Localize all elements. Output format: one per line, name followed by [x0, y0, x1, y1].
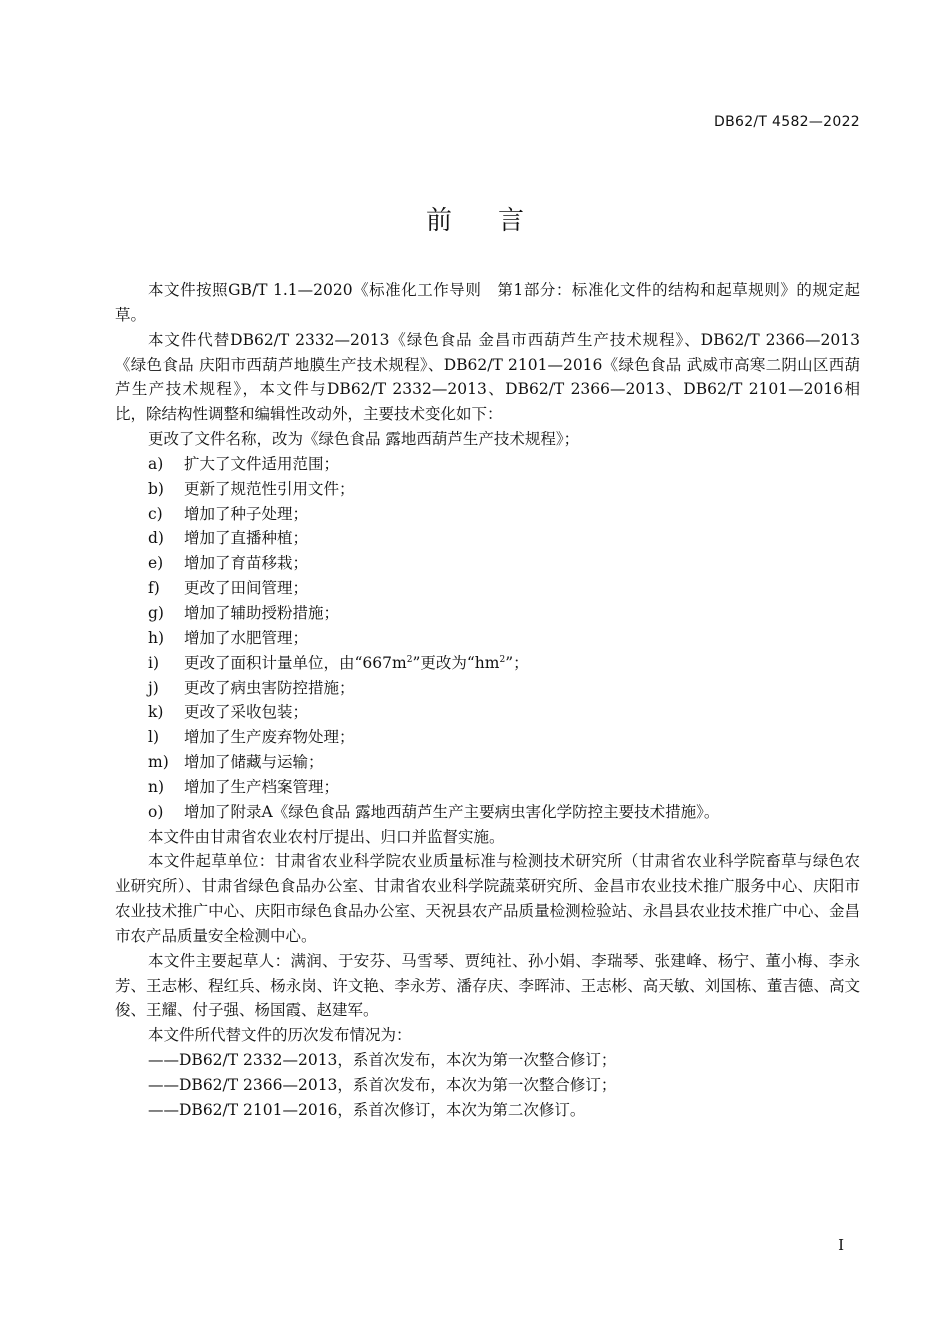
paragraph-history-intro: 本文件所代替文件的历次发布情况为： [148, 1026, 412, 1045]
paragraph-name-change: 更改了文件名称，改为《绿色食品 露地西葫芦生产技术规程》； [148, 430, 580, 449]
paragraph-drafters: 本文件主要起草人：满润、于安芬、马雪琴、贾纯社、孙小娟、李瑞琴、张建峰、杨宁、董小梅、李永芳、王志彬、程红兵、杨永岗、许文艳、李永芳、潘存庆、李晖沛、王志彬、高天敏、刘国栋、董吉德、高文俊、王耀、付子强、杨国霞、赵建军。 [115, 951, 860, 1020]
list-item: d) 增加了直播种植； [148, 529, 309, 548]
paragraph-drafting-units: 本文件起草单位：甘肃省农业科学院农业质量标准与检测技术研究所（甘肃省农业科学院畜草与绿色农业研究所）、甘肃省绿色食品办公室、甘肃省农业科学院蔬菜研究所、金昌市农业技术推广服务中心、庆阳市农业技术推广中心、庆阳市绿色食品办公室、天祝县农产品质量检测检验站、永昌县农业技术推广中心、金昌市农产品质量安全检测中心。 [115, 852, 860, 945]
page-title: 前言 [425, 206, 570, 236]
paragraph-replacement: 本文件代替DB62/T 2332—2013《绿色食品 金昌市西葫芦生产技术规程》、DB62/T 2366—2013《绿色食品 庆阳市西葫芦地膜生产技术规程》、DB62/T 2101—2016《绿色食品 武威市高寒二阴山区西葫芦生产技术规程》，本文件与DB62/T 2332—2013、DB62/T 2366—2013、DB62/T 2101—2016相比，除结构性调整和编辑性改动外，主要技术变化如下： [115, 330, 860, 424]
list-item: g) 增加了辅助授粉措施； [148, 603, 340, 622]
list-item: k) 更改了采收包装； [148, 703, 309, 722]
paragraph-proposal: 本文件由甘肃省农业农村厅提出、归口并监督实施。 [148, 827, 505, 846]
document-code: DB62/T 4582—2022 [714, 114, 860, 130]
list-item: m) 增加了储藏与运输； [148, 753, 324, 772]
changes-list [115, 452, 860, 825]
history-item: ——DB62/T 2366—2013，系首次发布，本次为第一次整合修订； [148, 1076, 617, 1094]
list-item: f) 更改了田间管理； [148, 579, 309, 598]
paragraph-drafting-basis: 本文件按照GB/T 1.1—2020《标准化工作导则 第1部分：标准化文件的结构和起草规则》的规定起草。 [115, 281, 860, 324]
history-item: ——DB62/T 2101—2016，系首次修订，本次为第二次修订。 [148, 1100, 586, 1119]
page-number: I [838, 1236, 844, 1254]
list-item: b) 更新了规范性引用文件； [148, 479, 355, 498]
list-item: o) 增加了附录A《绿色食品 露地西葫芦生产主要病虫害化学防控主要技术措施》。 [148, 802, 720, 821]
document-body [115, 278, 860, 1123]
list-item: h) 增加了水肥管理； [148, 628, 309, 647]
list-item: i) 更改了面积计量单位，由“$667m^2$”更改为“$hm^2$”； [148, 653, 529, 672]
list-item: a) 扩大了文件适用范围； [148, 454, 340, 473]
history-item: ——DB62/T 2332—2013，系首次发布，本次为第一次整合修订； [148, 1051, 617, 1070]
list-item: j) 更改了病虫害防控措施； [148, 678, 355, 697]
list-item: n) 增加了生产档案管理； [148, 777, 340, 796]
list-item: c) 增加了种子处理； [148, 504, 309, 523]
list-item: l) 增加了生产废弃物处理； [148, 728, 355, 747]
list-item: e) 增加了育苗移栽； [148, 554, 309, 573]
